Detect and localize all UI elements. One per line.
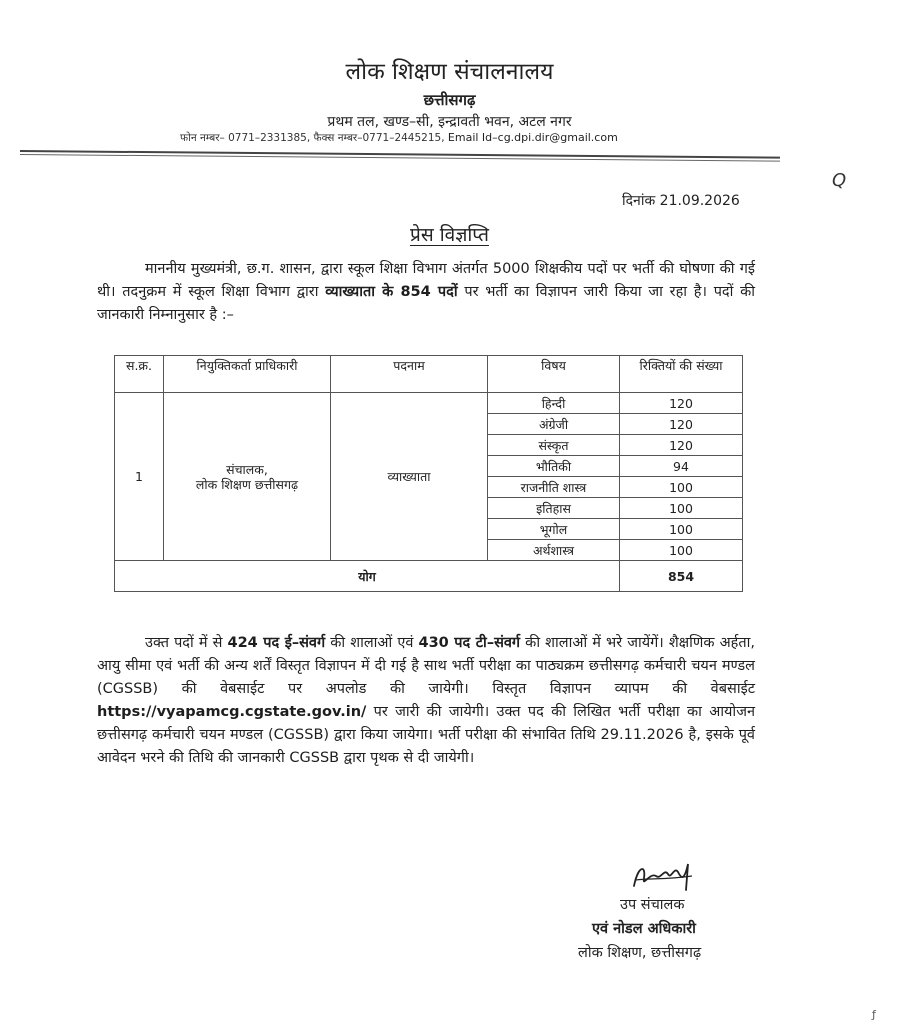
subject-cell: राजनीति शास्त्र xyxy=(488,477,620,498)
subject-cell: संस्कृत xyxy=(488,435,620,456)
signatory-office: लोक शिक्षण, छत्तीसगढ़ xyxy=(578,945,702,961)
t-cadre-posts: 430 पद टी–संवर्ग xyxy=(418,635,521,651)
table-header-row xyxy=(115,356,743,393)
handwritten-signature xyxy=(628,858,698,896)
total-row xyxy=(115,561,743,592)
authority-line-1: संचालक, xyxy=(226,461,268,477)
subject-cell: भौतिकी xyxy=(488,456,620,477)
count-cell: 100 xyxy=(620,498,743,519)
subject-cell: भूगोल xyxy=(488,519,620,540)
details-text-2: की शालाओं एवं xyxy=(325,635,419,651)
count-cell: 100 xyxy=(620,540,743,561)
header-subject: विषय xyxy=(488,356,620,393)
office-title: लोक शिक्षण संचालनालय xyxy=(345,59,554,85)
contact-email: Email Id–cg.dpi.dir@gmail.com xyxy=(447,131,618,144)
margin-mark: Q xyxy=(832,170,847,191)
signatory-role: एवं नोडल अधिकारी xyxy=(592,921,696,937)
count-cell: 120 xyxy=(620,414,743,435)
authority-line-2: लोक शिक्षण छत्तीसगढ़ xyxy=(195,476,299,492)
table-row xyxy=(115,393,743,414)
intro-text-1: माननीय मुख्यमंत्री, छ.ग. शासन, द्वारा स्कूल शिक्षा विभाग अंतर्गत 5000 शिक्षकीय पदों पर भर्ती की घोषणा की गई थी। तदनुक्रम में स्कूल शिक्षा विभाग द्वारा xyxy=(97,261,755,300)
post-name: व्याख्याता xyxy=(331,393,488,561)
total-value: 854 xyxy=(620,561,743,592)
press-release-title: प्रेस विज्ञप्ति xyxy=(410,224,489,246)
count-cell: 94 xyxy=(620,456,743,477)
subject-cell: अर्थशास्त्र xyxy=(488,540,620,561)
count-cell: 100 xyxy=(620,519,743,540)
intro-paragraph xyxy=(97,258,755,327)
office-address: प्रथम तल, खण्ड–सी, इन्द्रावती भवन, अटल नगर xyxy=(327,114,572,130)
office-state: छत्तीसगढ़ xyxy=(423,91,476,109)
intro-text-2: पर भर्ती का विज्ञापन जारी किया जा रहा है। पदों की जानकारी निम्नानुसार है :– xyxy=(97,284,756,323)
serial-number: 1 xyxy=(115,393,164,561)
e-cadre-posts: 424 पद ई–संवर्ग xyxy=(227,635,326,651)
total-label: योग xyxy=(115,561,620,592)
intro-highlight: व्याख्याता के 854 पदों xyxy=(325,284,458,300)
subject-cell: अंग्रेजी xyxy=(488,414,620,435)
vyapam-website-link[interactable]: https://vyapamcg.cgstate.gov.in/ xyxy=(97,704,367,720)
count-cell: 100 xyxy=(620,477,743,498)
header-serial: स.क्र. xyxy=(115,356,164,393)
details-paragraph xyxy=(97,632,755,770)
document-date: दिनांक 21.09.2026 xyxy=(622,193,740,209)
contact-phone-fax: फोन नम्बर– 0771–2331385, फैक्स नम्बर–0771–2445215, xyxy=(180,132,445,144)
office-contact xyxy=(180,131,618,145)
header-vacancies: रिक्तियों की संख्या xyxy=(620,356,743,393)
vacancy-table xyxy=(114,355,743,592)
count-cell: 120 xyxy=(620,435,743,456)
subject-cell: हिन्दी xyxy=(488,393,620,414)
details-text-3: की शालाओं में भरे जायेंगें। शैक्षणिक अर्हता, आयु सीमा एवं भर्ती की अन्य शर्तें विस्तृत विज्ञापन में दी गई है साथ भर्ती परीक्षा का पाठ्यक्रम छत्तीसगढ़ कर्मचारी चयन मण्डल (CGSSB) की वेबसाईट पर अपलोड की जायेगी। विस्तृत विज्ञापन व्यापम की वेबसाईट xyxy=(97,635,756,697)
count-cell: 120 xyxy=(620,393,743,414)
press-release-heading xyxy=(0,221,899,247)
header-authority: नियुक्तिकर्ता प्राधिकारी xyxy=(164,356,331,393)
signatory-designation: उप संचालक xyxy=(620,897,685,913)
appointing-authority xyxy=(164,393,331,561)
header-post: पदनाम xyxy=(331,356,488,393)
corner-mark: ƒ xyxy=(872,1008,876,1021)
subject-cell: इतिहास xyxy=(488,498,620,519)
details-text-1: उक्त पदों में से xyxy=(145,635,228,651)
details-text-4: पर जारी की जायेगी। उक्त पद की लिखित भर्ती परीक्षा का आयोजन छत्तीसगढ़ कर्मचारी चयन मण्डल (CGSSB) द्वारा किया जायेगा। भर्ती परीक्षा की संभावित तिथि 29.11.2026 है, इसके पूर्व आवेदन भरने की तिथि की जानकारी CGSSB द्वारा पृथक से दी जायेगी। xyxy=(97,704,755,766)
